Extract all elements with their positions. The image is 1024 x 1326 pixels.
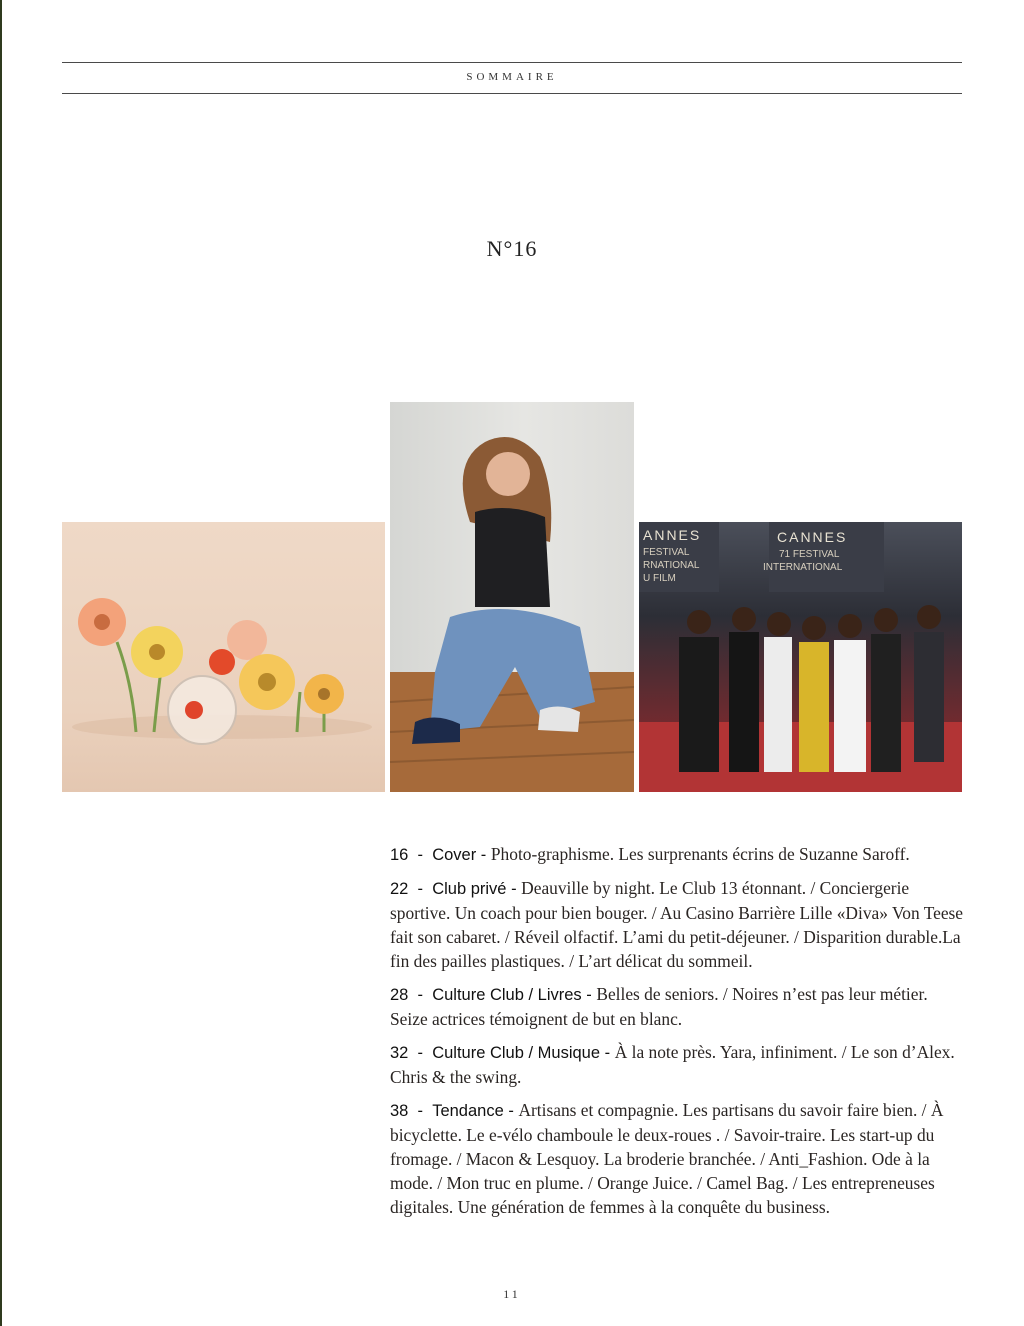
svg-text:INTERNATIONAL: INTERNATIONAL xyxy=(763,562,843,573)
header-rule xyxy=(62,62,962,94)
cannes-banner-left: ANNES xyxy=(643,527,702,543)
issue-number: N°16 xyxy=(486,236,538,261)
toc-entry-text: Photo-graphisme. Les surprenants écrins de Suzanne Saroff. xyxy=(490,844,910,864)
toc-entry-text: Belles de seniors. / Noires n’est pas leur métier. Seize actrices témoignent de but en blanc. xyxy=(390,984,928,1029)
toc-entry xyxy=(390,982,966,1031)
svg-text:U FILM: U FILM xyxy=(643,573,676,584)
svg-text:RNATIONAL: RNATIONAL xyxy=(643,560,700,571)
portrait-photo xyxy=(390,402,634,792)
page-number: 11 xyxy=(503,1287,521,1301)
svg-text:71 FESTIVAL: 71 FESTIVAL xyxy=(779,549,840,560)
toc-entry xyxy=(390,1098,966,1219)
toc-entry xyxy=(390,842,966,867)
toc-entry-head: 22 - Club privé - xyxy=(390,880,522,898)
toc-entry-head: 28 - Culture Club / Livres - xyxy=(390,986,597,1004)
toc-entry-text: Deauville by night. Le Club 13 étonnant. / Conciergerie sportive. Un coach pour bien bouger. / Au Casino Barrière Lille «Diva» Von Teese fait son cabaret. / Réveil olfactif. L’ami du petit-déjeuner. / Disparition durable.La fin des pailles plastiques. / L’art délicat du sommeil. xyxy=(390,878,964,971)
toc-entry-head: 32 - Culture Club / Musique - xyxy=(390,1044,615,1062)
cannes-photo xyxy=(639,522,962,792)
cannes-banner-right: CANNES xyxy=(777,529,848,545)
toc-entry xyxy=(390,1040,966,1089)
toc-entry-head: 38 - Tendance - xyxy=(390,1102,519,1120)
svg-text:FESTIVAL: FESTIVAL xyxy=(643,547,690,558)
flowers-photo xyxy=(62,522,385,792)
toc-entry xyxy=(390,876,966,973)
page-edge xyxy=(0,0,2,1326)
toc-entry-text: À la note près. Yara, infiniment. / Le son d’Alex. Chris & the swing. xyxy=(390,1042,955,1087)
section-title: SOMMAIRE xyxy=(466,71,558,83)
table-of-contents xyxy=(390,842,966,1228)
toc-entry-head: 16 - Cover - xyxy=(390,846,491,864)
toc-entry-text: Artisans et compagnie. Les partisans du savoir faire bien. / À bicyclette. Le e-vélo chamboule le deux-roues . / Savoir-traire. Les start-up du fromage. / Macon & Lesquoy. La broderie branchée. / Anti_Fashion. Ode à la mode. / Mon truc en plume. / Orange Juice. / Camel Bag. / Les entrepreneuses digitales. Une génération de femmes à la conquête du business. xyxy=(390,1100,944,1217)
